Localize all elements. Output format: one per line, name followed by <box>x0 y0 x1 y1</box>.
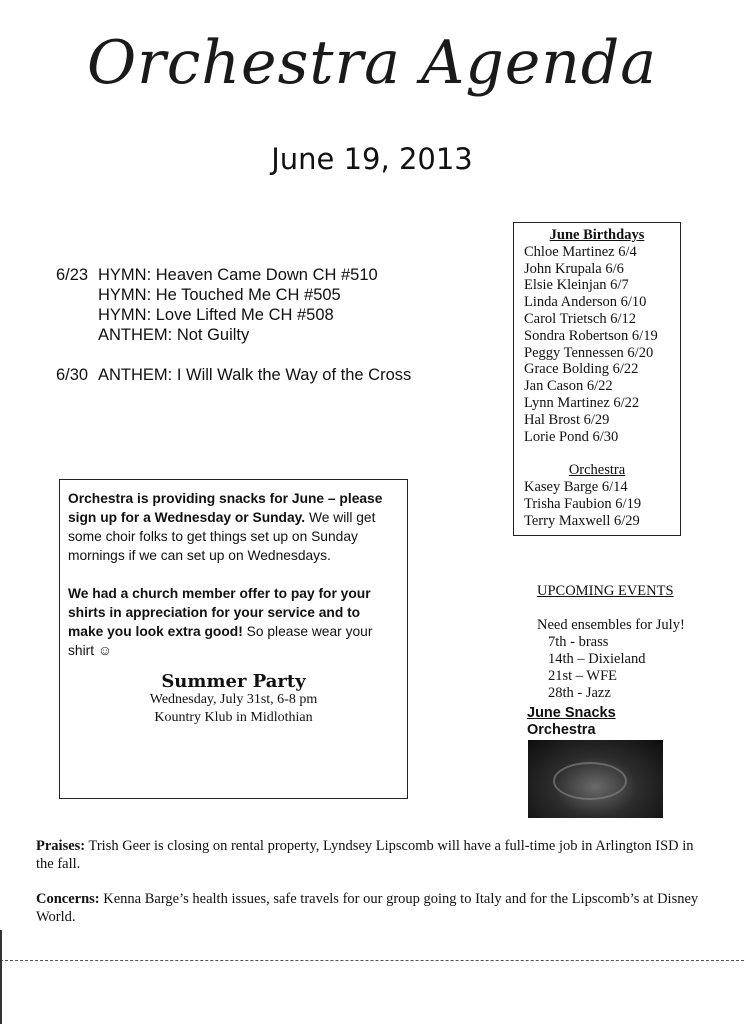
event-item: 28th - Jazz <box>548 685 611 701</box>
page-title: Orchestra Agenda <box>86 28 658 98</box>
events-heading: UPCOMING EVENTS <box>537 583 674 599</box>
schedule-item <box>56 305 411 325</box>
concerns-section <box>36 890 712 926</box>
event-item: 7th - brass <box>548 634 609 650</box>
schedule-text: HYMN: Love Lifted Me CH #508 <box>98 306 334 324</box>
praises-text: Trish Geer is closing on rental property, Lyndsey Lipscomb will have a full-time job in Arlington ISD in the fall. <box>36 838 694 872</box>
snacks-announcement-text: We will get some choir folks to get things set up on Sunday mornings if we can set up on Wednesdays. <box>68 510 376 563</box>
birthday-entry: Elsie Kleinjan 6/7 <box>524 277 629 294</box>
schedule-item <box>56 285 411 305</box>
birthday-entry: Linda Anderson 6/10 <box>524 294 647 311</box>
scan-edge <box>0 930 2 1024</box>
praises-section <box>36 837 712 873</box>
announcement-box <box>59 479 408 799</box>
birthday-entry: Jan Cason 6/22 <box>524 378 613 395</box>
snacks-announcement <box>68 489 399 565</box>
birthday-entry: Trisha Faubion 6/19 <box>524 495 642 512</box>
summer-party-title: Summer Party <box>161 671 306 692</box>
schedule-item <box>56 365 411 385</box>
birthday-entry: Sondra Robertson 6/19 <box>524 327 658 344</box>
schedule-date: 6/30 <box>56 366 89 384</box>
snacks-photo <box>528 740 663 818</box>
june-snacks <box>527 705 616 739</box>
schedule-text: ANTHEM: Not Guilty <box>98 326 250 344</box>
upcoming-events <box>537 583 685 702</box>
schedule-list <box>56 265 411 385</box>
birthday-entry: Lynn Martinez 6/22 <box>524 394 640 411</box>
birthday-entry: Lorie Pond 6/30 <box>524 428 619 445</box>
schedule-text: HYMN: He Touched Me CH #505 <box>98 286 341 304</box>
concerns-label: Concerns: <box>36 891 100 907</box>
birthday-entry: Chloe Martinez 6/4 <box>524 243 637 260</box>
event-item: 21st – WFE <box>548 668 618 684</box>
summer-party-where: Kountry Klub in Midlothian <box>154 710 313 725</box>
birthday-entry: Kasey Barge 6/14 <box>524 479 628 496</box>
concerns-text: Kenna Barge’s health issues, safe travels for our group going to Italy and for the Lipscomb’s at Disney World. <box>36 891 699 925</box>
birthday-entry: John Krupala 6/6 <box>524 260 624 277</box>
shirts-announcement-bold: We had a church member offer to pay for your shirts in appreciation for your service and to make you look extra good! <box>68 586 371 639</box>
birthdays-box <box>513 222 681 536</box>
event-item: 14th – Dixieland <box>548 651 646 667</box>
snack-tray-image <box>553 762 627 800</box>
divider <box>0 960 744 961</box>
praises-label: Praises: <box>36 838 86 854</box>
snacks-announcement-bold: Orchestra is providing snacks for June – please sign up for a Wednesday or Sunday. <box>68 491 383 525</box>
summer-party-when: Wednesday, July 31st, 6-8 pm <box>149 692 318 707</box>
schedule-date: 6/23 <box>56 266 89 284</box>
birthdays-heading: June Birthdays <box>549 227 645 243</box>
shirts-announcement-text: So please wear your shirt ☺ <box>68 624 373 658</box>
schedule-item <box>56 265 411 285</box>
schedule-item <box>56 325 411 345</box>
birthday-entry: Terry Maxwell 6/29 <box>524 512 640 529</box>
schedule-text: HYMN: Heaven Came Down CH #510 <box>98 266 378 284</box>
orchestra-birthdays-heading: Orchestra <box>568 462 626 479</box>
birthday-entry: Hal Brost 6/29 <box>524 411 610 428</box>
shirts-announcement <box>68 584 399 660</box>
june-snacks-heading: June Snacks <box>527 705 616 721</box>
june-snacks-group: Orchestra <box>527 722 596 738</box>
birthday-entry: Carol Trietsch 6/12 <box>524 310 636 327</box>
birthday-entry: Peggy Tennessen 6/20 <box>524 344 654 361</box>
birthday-entry: Grace Bolding 6/22 <box>524 361 639 378</box>
agenda-date: June 19, 2013 <box>271 142 473 176</box>
events-intro: Need ensembles for July! <box>537 617 685 633</box>
schedule-text: ANTHEM: I Will Walk the Way of the Cross <box>98 366 412 384</box>
